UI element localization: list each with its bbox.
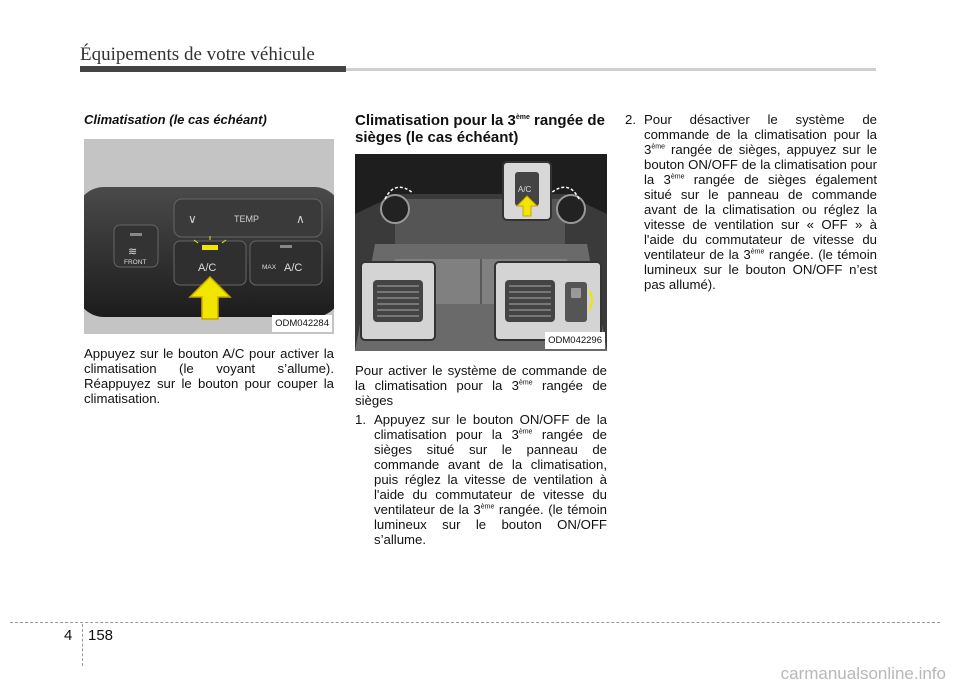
paragraph-ac-instructions: Appuyez sur le bouton A/C pour activer la climatisation (le voyant s’allume). Réappuyez sur le bouton pour couper la climatisation. bbox=[84, 346, 334, 406]
step-text: rangée de sièges, appuyez sur le bouton ON/OFF de la climatisation pour la 3 bbox=[644, 142, 877, 187]
step-text: Pour désactiver le système de commande de la climatisation pour la 3 bbox=[644, 112, 877, 157]
svg-text:∧: ∧ bbox=[296, 212, 305, 226]
heading-text-end: rangée de sièges (le cas échéant) bbox=[355, 112, 605, 146]
heading-superscript: ème bbox=[515, 114, 530, 121]
step-text: rangée. (le témoin lumineux sur le bouton ON/OFF n’est pas allumé). bbox=[644, 247, 877, 292]
heading-text: Climatisation pour la 3 bbox=[355, 112, 516, 129]
ac-label: A/C bbox=[198, 262, 217, 274]
third-row-illustration bbox=[355, 154, 607, 351]
step-text: rangée de sièges situé sur le panneau de commande avant de la climatisation, puis réglez la vitesse de ventilation à l'aide du commutateur de vitesse du ventilateur de la 3 bbox=[374, 427, 608, 517]
inset-ac-label: A/C bbox=[518, 185, 532, 194]
step-text: Appuyez sur le bouton ON/OFF de la climatisation pour la 3 bbox=[374, 412, 607, 442]
section-heading-climatisation: Climatisation (le cas échéant) bbox=[84, 112, 267, 127]
step-number: 2. bbox=[625, 112, 636, 127]
figure-code: ODM042284 bbox=[272, 315, 332, 332]
footer-divider bbox=[10, 622, 940, 623]
step-superscript: ème bbox=[651, 143, 665, 151]
svg-text:∨: ∨ bbox=[188, 212, 197, 226]
list-item-step-1 bbox=[355, 412, 607, 547]
page-number: 158 bbox=[88, 627, 114, 644]
temp-label: TEMP bbox=[234, 214, 260, 224]
figure-ac-control-panel bbox=[84, 139, 334, 334]
intro-text: Pour activer le système de commande de la climatisation pour la 3 bbox=[355, 363, 607, 393]
step-text: rangée de sièges également situé sur le panneau de commande avant de la climatisation ou réglez la vitesse de ventilation sur « OFF » à l'aide du commutateur de vitesse du ventilateur de la 3 bbox=[644, 172, 878, 262]
column-1 bbox=[84, 112, 334, 410]
footer-vertical-divider bbox=[82, 624, 83, 666]
step-superscript: ème bbox=[750, 248, 765, 256]
step-superscript: ème bbox=[480, 503, 495, 511]
list-item-step-2 bbox=[625, 112, 877, 292]
step-superscript: ème bbox=[670, 173, 685, 181]
defrost-icon: ≋ bbox=[128, 246, 138, 258]
column-2 bbox=[355, 112, 607, 549]
section-number: 4 bbox=[64, 627, 73, 644]
intro-text-end: rangée de sièges bbox=[355, 378, 607, 408]
ac-panel-illustration bbox=[84, 139, 334, 334]
figure-third-row-vents bbox=[355, 154, 607, 351]
section-heading-third-row bbox=[355, 112, 607, 146]
watermark: carmanualsonline.info bbox=[780, 664, 946, 683]
figure-code: ODM042296 bbox=[545, 332, 605, 349]
page-header-title: Équipements de votre véhicule bbox=[80, 44, 315, 65]
intro-superscript: ème bbox=[519, 379, 533, 387]
header-rule-accent bbox=[80, 66, 346, 72]
step-superscript: ème bbox=[518, 428, 533, 436]
paragraph-third-row-intro bbox=[355, 363, 607, 408]
max-ac-label: A/C bbox=[284, 262, 303, 274]
step-text: rangée. (le témoin lumineux sur le bouton ON/OFF s’allume. bbox=[374, 502, 607, 547]
column-3 bbox=[625, 112, 877, 294]
step-number: 1. bbox=[355, 412, 366, 427]
front-label: FRONT bbox=[124, 259, 147, 266]
max-label: MAX bbox=[262, 264, 277, 271]
